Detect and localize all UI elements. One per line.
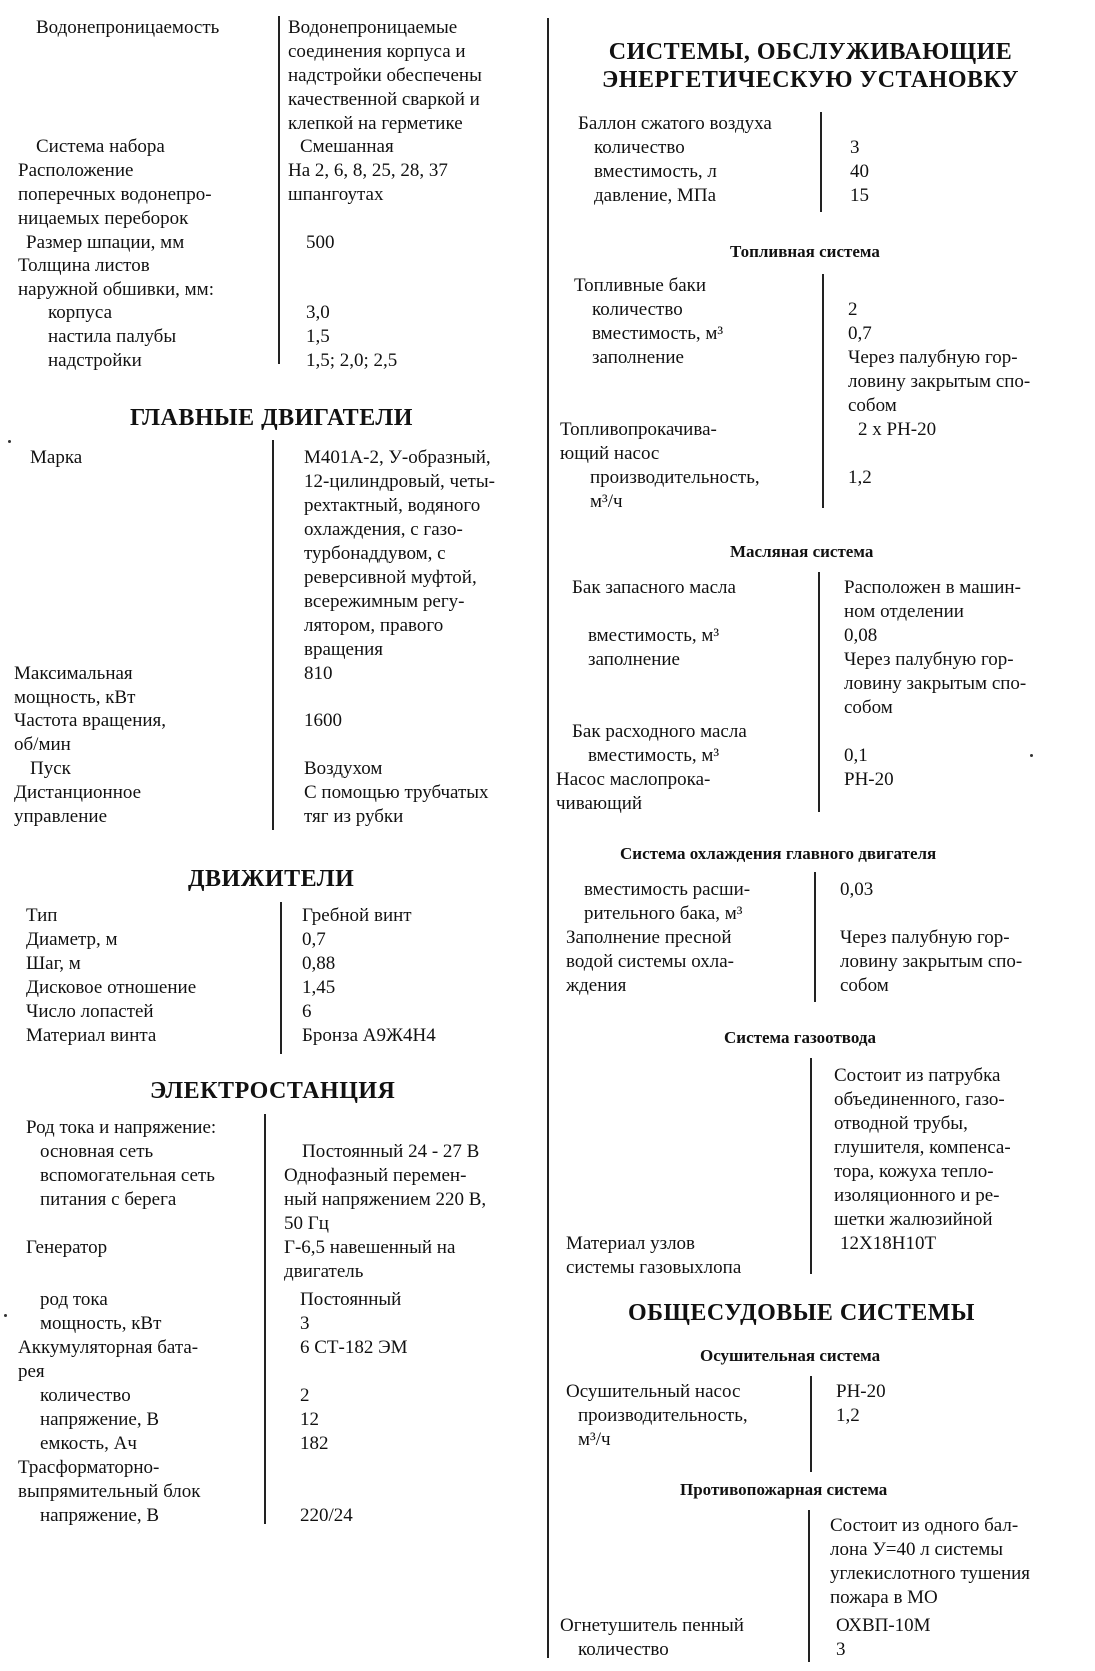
power-value-shore: Однофазный перемен- ный напряжением 220 В, 50 Гц	[284, 1165, 487, 1234]
power-label-kw: мощность, кВт	[40, 1313, 162, 1334]
engines-label-start: Пуск	[30, 758, 71, 779]
table-divider-exhaust	[810, 1058, 812, 1274]
drain-label-pump: Осушительный насос	[566, 1381, 741, 1402]
power-label-main-net: основная сеть	[40, 1141, 154, 1162]
power-value-current-type: Постоянный	[300, 1289, 402, 1310]
power-label-current-type: род тока	[40, 1289, 108, 1310]
oil-label-service-tank: Бак расходного масла	[572, 721, 747, 742]
oil-label-service-volume: вместимость, м³	[588, 745, 720, 766]
engines-value-start: Воздухом	[304, 758, 383, 779]
power-value-rect-voltage: 220/24	[300, 1505, 353, 1526]
fuel-label-tanks: Топливные баки	[574, 275, 707, 296]
engines-label-rpm: Частота вращения, об/мин	[14, 710, 167, 755]
air-value-pressure: 15	[850, 185, 869, 206]
prop-label-diameter: Диаметр, м	[26, 929, 118, 950]
oil-value-pump: РН-20	[844, 769, 894, 790]
section-title-power: ЭЛЕКТРОСТАНЦИЯ	[150, 1078, 396, 1104]
cooling-value-tank: 0,03	[840, 879, 874, 900]
table-divider-drain	[810, 1376, 812, 1472]
subsection-title-fire: Противопожарная система	[680, 1480, 888, 1499]
prop-label-pitch: Шаг, м	[26, 953, 81, 974]
oil-value-filling: Через палубную гор- ловину закрытым спо- собом	[844, 649, 1027, 718]
oil-label-filling: заполнение	[588, 649, 680, 670]
power-value-kw: 3	[300, 1313, 310, 1334]
hull-value-hull: 3,0	[306, 302, 330, 323]
oil-label-volume: вместимость, м³	[588, 625, 720, 646]
hull-value-spacing: 500	[306, 232, 335, 253]
cooling-label-tank: вместимость расши- рительного бака, м³	[584, 879, 751, 924]
power-label-rectifier: Трасформаторно- выпрямительный блок	[18, 1457, 201, 1502]
power-value-count: 2	[300, 1385, 310, 1406]
power-value-main-net: Постоянный 24 - 27 В	[302, 1141, 480, 1162]
fuel-value-capacity: 1,2	[848, 467, 872, 488]
table-divider-engines	[272, 440, 274, 830]
prop-label-material: Материал винта	[26, 1025, 157, 1046]
power-value-battery: 6 СТ-182 ЭМ	[300, 1337, 408, 1358]
section-title-energy-systems: СИСТЕМЫ, ОБСЛУЖИВАЮЩИЕ ЭНЕРГЕТИЧЕСКУЮ УСТАНОВКУ	[602, 39, 1020, 93]
exhaust-label-material: Материал узлов системы газовыхлопа	[566, 1233, 742, 1278]
prop-value-material: Бронза А9Ж4Н4	[302, 1025, 436, 1046]
table-divider-air	[820, 112, 822, 212]
power-label-generator: Генератор	[26, 1237, 108, 1258]
prop-value-blades: 6	[302, 1001, 312, 1022]
power-label-current: Род тока и напряжение:	[26, 1117, 217, 1138]
subsection-title-oil: Масляная система	[730, 542, 874, 561]
air-value-count: 3	[850, 137, 860, 158]
column-divider	[547, 18, 549, 1658]
exhaust-value-material: 12Х18Н10Т	[840, 1233, 937, 1254]
hull-value-bulkheads: На 2, 6, 8, 25, 28, 37 шпангоутах	[288, 160, 448, 205]
power-label-shore: вспомогательная сеть питания с берега	[40, 1165, 215, 1210]
fuel-label-pump: Топливопрокачива- ющий насос	[560, 419, 717, 464]
hull-label-plating: Толщина листов наружной обшивки, мм:	[18, 255, 214, 300]
oil-label-reserve-tank: Бак запасного масла	[572, 577, 736, 598]
section-title-propulsors: ДВИЖИТЕЛИ	[188, 866, 355, 892]
table-divider-cooling	[814, 872, 816, 1002]
hull-value-watertight: Водонепроницаемые соединения корпуса и надстройки обеспечены качественной сваркой и клепкой на герметике	[288, 17, 482, 134]
prop-value-disc-ratio: 1,45	[302, 977, 336, 998]
table-divider-hull	[278, 16, 280, 364]
drain-value-pump: РН-20	[836, 1381, 886, 1402]
air-value-volume: 40	[850, 161, 869, 182]
power-value-voltage: 12	[300, 1409, 319, 1430]
air-label-volume: вместимость, л	[594, 161, 717, 182]
air-label-pressure: давление, МПа	[594, 185, 717, 206]
hull-label-deck: настила палубы	[48, 326, 177, 347]
subsection-title-fuel: Топливная система	[730, 242, 880, 261]
table-divider-fuel	[822, 274, 824, 508]
prop-value-diameter: 0,7	[302, 929, 326, 950]
hull-label-superstructure: надстройки	[48, 350, 142, 371]
drain-value-capacity: 1,2	[836, 1405, 860, 1426]
hull-label-spacing: Размер шпации, мм	[26, 232, 185, 253]
hull-label-hull: корпуса	[48, 302, 113, 323]
section-title-engines: ГЛАВНЫЕ ДВИГАТЕЛИ	[130, 405, 413, 431]
section-title-general-systems: ОБЩЕСУДОВЫЕ СИСТЕМЫ	[628, 1300, 975, 1326]
fuel-label-filling: заполнение	[592, 347, 684, 368]
hull-label-watertight: Водонепроницаемость	[36, 17, 220, 38]
exhaust-value-composition: Состоит из патрубка объединенного, газо- отводной трубы, глушителя, компенса- тора, кожуха тепло- изоляционного и ре- шетки жалюзийной	[834, 1065, 1011, 1230]
fire-value-count: 3	[836, 1639, 846, 1660]
power-label-count: количество	[40, 1385, 131, 1406]
fuel-label-capacity: производительность, м³/ч	[590, 467, 760, 512]
subsection-title-exhaust: Система газоотвода	[724, 1028, 876, 1047]
power-value-generator: Г-6,5 навешенный на двигатель	[284, 1237, 456, 1282]
scan-speck	[1030, 754, 1033, 757]
table-divider-propulsors	[280, 902, 282, 1054]
fire-label-extinguisher: Огнетушитель пенный	[560, 1615, 744, 1636]
drain-label-capacity: производительность, м³/ч	[578, 1405, 748, 1450]
cooling-label-filling: Заполнение пресной водой системы охла- ждения	[566, 927, 734, 996]
fire-label-count: количество	[578, 1639, 669, 1660]
scan-speck	[4, 1314, 7, 1317]
engines-value-power: 810	[304, 663, 333, 684]
engines-value-remote: С помощью трубчатых тяг из рубки	[304, 782, 489, 827]
prop-label-blades: Число лопастей	[26, 1001, 154, 1022]
subsection-title-drain: Осушительная система	[700, 1346, 881, 1365]
cooling-value-filling: Через палубную гор- ловину закрытым спо- собом	[840, 927, 1023, 996]
fuel-label-count: количество	[592, 299, 683, 320]
table-divider-fire	[808, 1510, 810, 1662]
fuel-value-count: 2	[848, 299, 858, 320]
prop-label-type: Тип	[26, 905, 58, 926]
power-label-rect-voltage: напряжение, В	[40, 1505, 160, 1526]
prop-value-pitch: 0,88	[302, 953, 336, 974]
oil-label-pump: Насос маслопрока- чивающий	[556, 769, 711, 814]
hull-label-framing: Система набора	[36, 136, 165, 157]
engines-label-power: Максимальная мощность, кВт	[14, 663, 136, 708]
fuel-value-pump: 2 х РН-20	[858, 419, 937, 440]
fire-value-extinguisher: ОХВП-10М	[836, 1615, 931, 1636]
subsection-title-cooling: Система охлаждения главного двигателя	[620, 844, 937, 863]
scan-speck	[8, 440, 11, 443]
oil-value-service-volume: 0,1	[844, 745, 868, 766]
power-label-capacity: емкость, Ач	[40, 1433, 137, 1454]
engines-label-model: Марка	[30, 447, 83, 468]
table-divider-oil	[818, 572, 820, 812]
hull-value-framing: Смешанная	[300, 136, 394, 157]
prop-label-disc-ratio: Дисковое отношение	[26, 977, 197, 998]
prop-value-type: Гребной винт	[302, 905, 412, 926]
air-label-cylinder: Баллон сжатого воздуха	[578, 113, 772, 134]
air-label-count: количество	[594, 137, 685, 158]
power-value-capacity: 182	[300, 1433, 329, 1454]
engines-label-remote: Дистанционное управление	[14, 782, 142, 827]
hull-value-superstructure: 1,5; 2,0; 2,5	[306, 350, 398, 371]
fuel-value-filling: Через палубную гор- ловину закрытым спо- собом	[848, 347, 1031, 416]
fuel-value-volume: 0,7	[848, 323, 872, 344]
hull-label-bulkheads: Расположение поперечных водонепро- ницаемых переборок	[18, 160, 212, 229]
engines-value-model: М401А-2, У-образный, 12-цилиндровый, четы- рехтактный, водяного охлаждения, с газо- турбонаддувом, с реверсивной муфтой, всережимным регу- лятором, правого вращения	[304, 447, 495, 660]
power-label-voltage: напряжение, В	[40, 1409, 160, 1430]
oil-value-reserve-tank: Расположен в машин- ном отделении	[844, 577, 1021, 622]
table-divider-power	[264, 1114, 266, 1524]
hull-value-deck: 1,5	[306, 326, 330, 347]
oil-value-volume: 0,08	[844, 625, 878, 646]
fuel-label-volume: вместимость, м³	[592, 323, 724, 344]
power-label-battery: Аккумуляторная бата- рея	[18, 1337, 199, 1382]
fire-value-co2: Состоит из одного бал- лона У=40 л системы углекислотного тушения пожара в МО	[830, 1515, 1031, 1608]
engines-value-rpm: 1600	[304, 710, 342, 731]
